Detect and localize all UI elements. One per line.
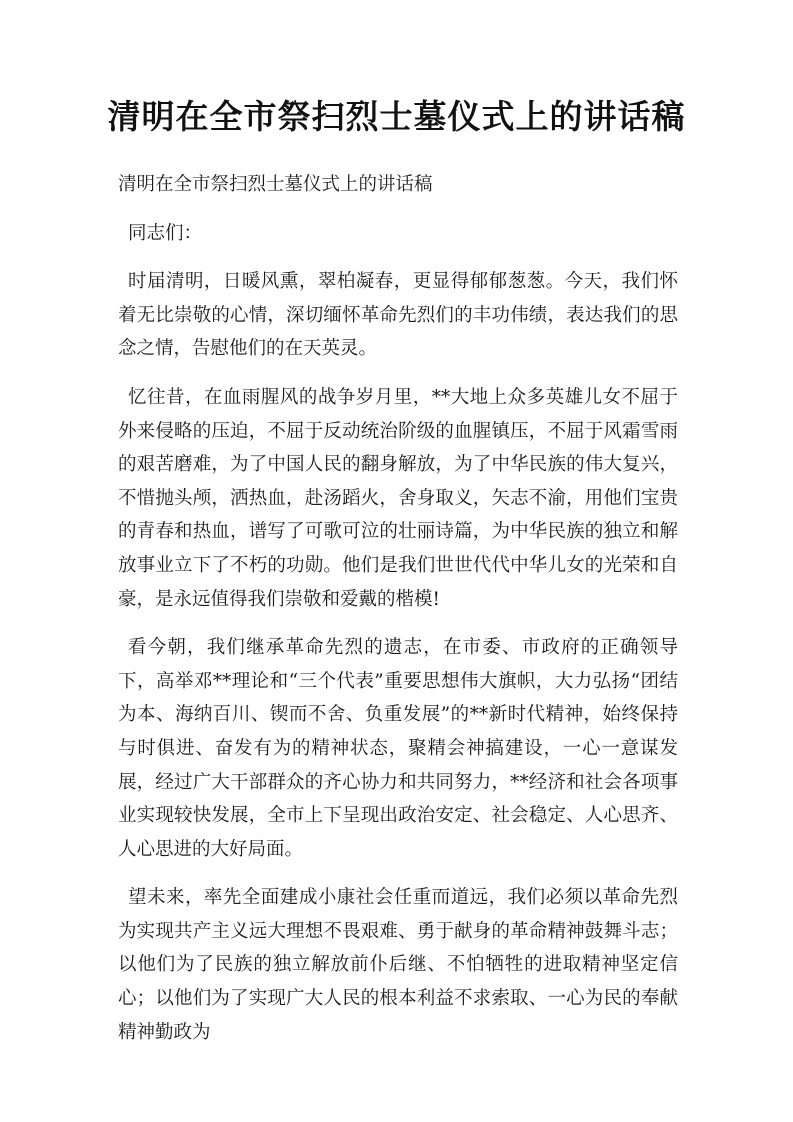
body-paragraph: 看今朝，我们继承革命先烈的遗志，在市委、市政府的正确领导下，高举邓**理论和“三个代表”重要思想伟大旗帜，大力弘扬“团结为本、海纳百川、锲而不舍、负重发展”的**新时代精神，始终保持与时俱进、奋发有为的精神状态，聚精会神搞建设，一心一意谋发展，经过广大干部群众的齐心协力和共同努力，**经济和社会各项事业实现较快发展，全市上下呈现出政治安定、社会稳定、人心思齐、人心思进的大好局面。 — [118, 637, 678, 860]
body-paragraph: 望未来，率先全面建成小康社会任重而道远，我们必须以革命先烈为实现共产主义远大理想不畏艰难、勇于献身的革命精神鼓舞斗志；以他们为了民族的独立解放前仆后继、不怕牺牲的进取精神坚定信心；以他们为了实现广大人民的根本利益不求索取、一心为民的奉献精神勤政为 — [118, 887, 678, 1043]
greeting-line: 同志们： — [128, 222, 203, 244]
document-subtitle: 清明在全市祭扫烈士墓仪式上的讲话稿 — [118, 174, 433, 195]
document-body — [118, 168, 678, 1064]
body-paragraph: 忆往昔，在血雨腥风的战争岁月里，**大地上众多英雄儿女不屈于外来侵略的压迫，不屈于反动统治阶级的血腥镇压，不屈于风霜雪雨的艰苦磨难，为了中国人民的翻身解放，为了中华民族的伟大复兴，不惜抛头颅，洒热血，赴汤蹈火，舍身取义，矢志不渝，用他们宝贵的青春和热血，谱写了可歌可泣的壮丽诗篇，为中华民族的独立和解放事业立下了不朽的功勋。他们是我们世世代代中华儿女的光荣和自豪，是永远值得我们崇敬和爱戴的楷模! — [118, 386, 678, 610]
document-title: 清明在全市祭扫烈士墓仪式上的讲话稿 — [107, 97, 686, 136]
body-paragraph: 时届清明，日暖风熏，翠柏凝春，更显得郁郁葱葱。今天，我们怀着无比崇敬的心情，深切缅怀革命先烈们的丰功伟绩，表达我们的思念之情，告慰他们的在天英灵。 — [118, 271, 678, 360]
